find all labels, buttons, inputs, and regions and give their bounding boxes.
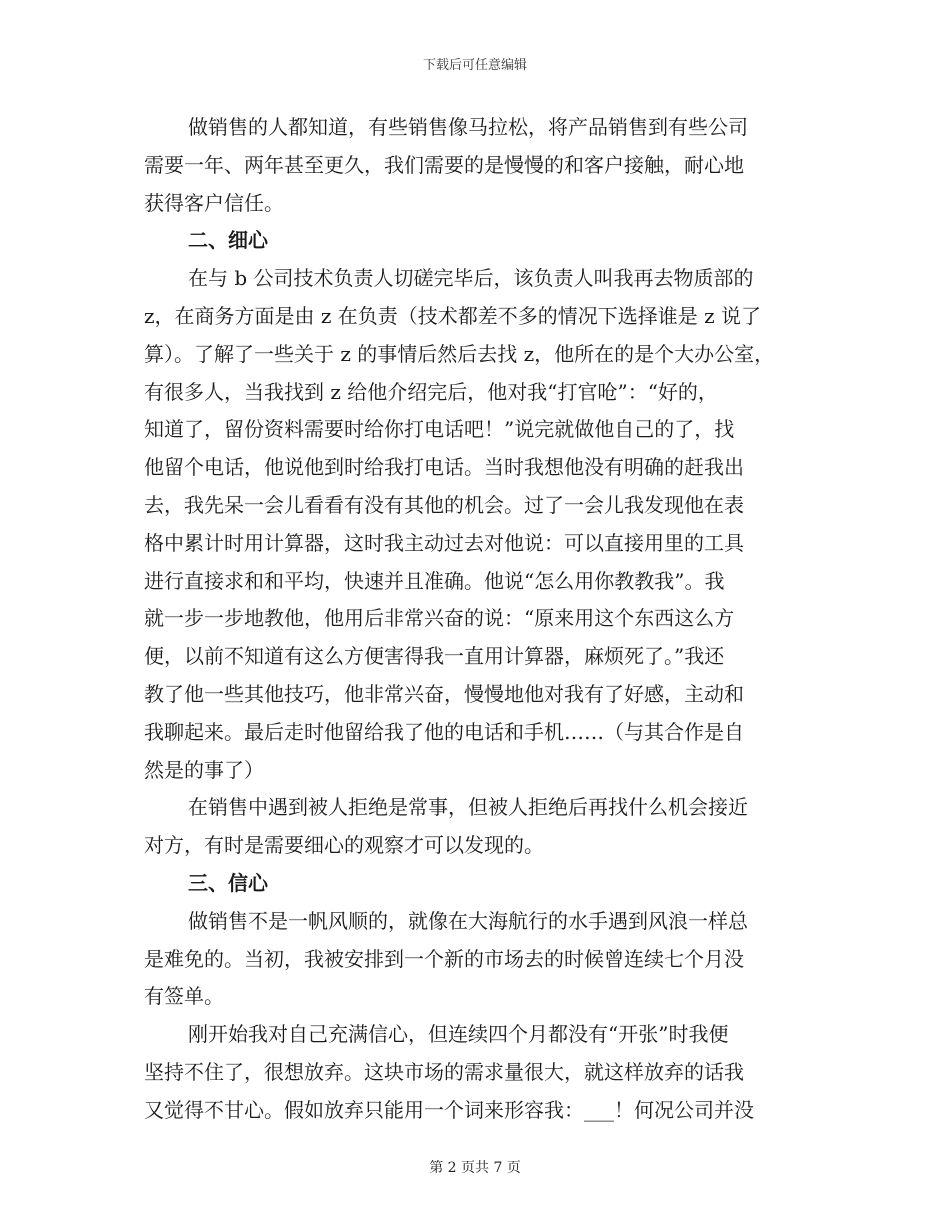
section-heading: 三、信心 (188, 870, 268, 895)
paragraph-line: 格中累计时用计算器，这时我主动过去对他说：可以直接用里的工具 (144, 530, 744, 555)
paragraph-line: 在与 b 公司技术负责人切磋完毕后，该负责人叫我再去物质部的 (188, 266, 754, 291)
paragraph-line: 我聊起来。最后走时他留给我了他的电话和手机……（与其合作是自 (144, 719, 744, 744)
paragraph-line: z，在商务方面是由 z 在负责（技术都差不多的情况下选择谁是 z 说了 (144, 303, 762, 328)
page-header: 下载后可任意编辑 (422, 58, 527, 73)
paragraph-line: 教了他一些其他技巧，他非常兴奋，慢慢地他对我有了好感，主动和 (144, 681, 744, 706)
paragraph-line: 是难免的。当初，我被安排到一个新的市场去的时候曾连续七个月没 (144, 946, 744, 971)
paragraph-line: 做销售的人都知道，有些销售像马拉松，将产品销售到有些公司 (188, 115, 748, 139)
paragraph-line: 有签单。 (144, 984, 224, 1009)
paragraph-line: 便，以前不知道有这么方便害得我一直用计算器，麻烦死了。”我还 (144, 644, 725, 669)
paragraph-line: 就一步一步地教他，他用后非常兴奋的说：“原来用这个东西这么方 (144, 606, 735, 631)
paragraph-line: 对方，有时是需要细心的观察才可以发现的。 (144, 833, 544, 858)
document-body (144, 109, 800, 1130)
paragraph-line: 去，我先呆一会儿看看有没有其他的机会。过了一会儿我发现他在表 (144, 492, 744, 517)
paragraph-line: 又觉得不甘心。假如放弃只能用一个词来形容我：___！何况公司并没 (144, 1097, 754, 1122)
paragraph-line: 在销售中遇到被人拒绝是常事，但被人拒绝后再找什么机会接近 (188, 795, 748, 820)
paragraph-line: 他留个电话，他说他到时给我打电话。当时我想他没有明确的赶我出 (144, 455, 744, 480)
paragraph-line: 做销售不是一帆风顺的，就像在大海航行的水手遇到风浪一样总 (188, 908, 748, 933)
page-number: 第 2 页共 7 页 (429, 1160, 521, 1176)
paragraph-line: 刚开始我对自己充满信心，但连续四个月都没有“开张”时我便 (188, 1022, 729, 1047)
paragraph-line: 进行直接求和和平均，快速并且准确。他说“怎么用你教教我”。我 (144, 568, 725, 593)
paragraph-line: 获得客户信任。 (144, 190, 284, 215)
paragraph-line: 需要一年、两年甚至更久，我们需要的是慢慢的和客户接触，耐心地 (144, 152, 744, 177)
paragraph-line: 然是的事了） (144, 757, 264, 782)
paragraph-line: 算）。了解了一些关于 z 的事情后然后去找 z，他所在的是个大办公室， (144, 341, 775, 366)
section-heading: 二、细心 (188, 228, 268, 253)
paragraph-line: 知道了，留份资料需要时给你打电话吧！”说完就做他自己的了，找 (144, 417, 735, 442)
paragraph-line: 坚持不住了，很想放弃。这块市场的需求量很大，就这样放弃的话我 (144, 1059, 744, 1084)
paragraph-line: 有很多人，当我找到 z 给他介绍完后，他对我“打官呛”：“好的， (144, 379, 718, 404)
